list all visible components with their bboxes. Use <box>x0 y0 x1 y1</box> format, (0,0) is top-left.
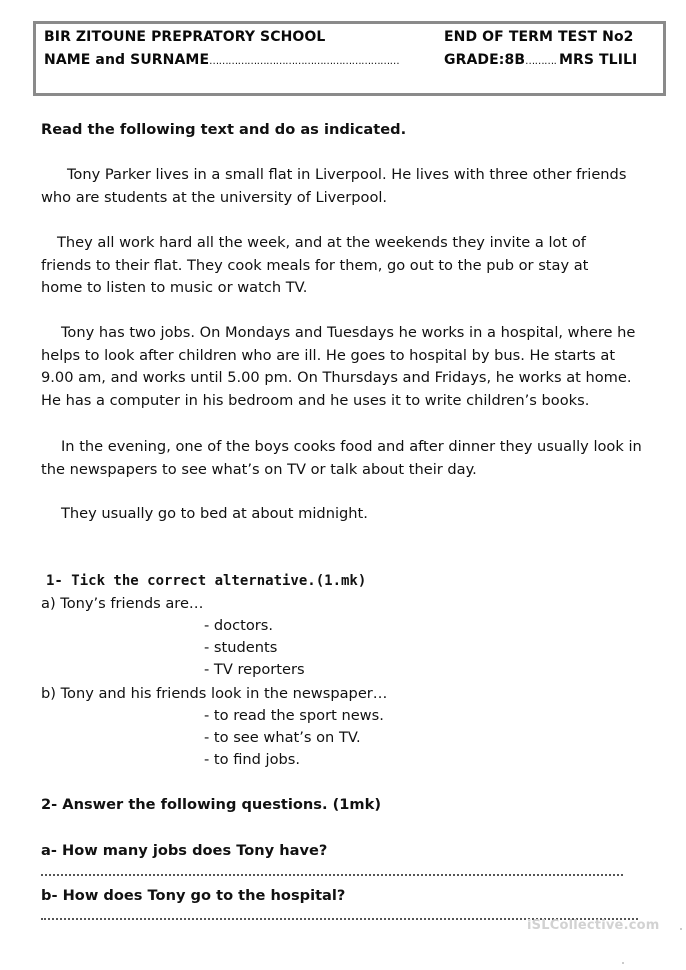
exercise1-question-b: b) Tony and his friends look in the newspaper… <box>41 685 388 702</box>
passage-p2-line2: friends to their flat. They cook meals for them, go out to the pub or stay at <box>41 257 589 274</box>
header-row-1 <box>44 29 634 45</box>
passage-p2-line3: home to listen to music or watch TV. <box>41 279 308 296</box>
exercise2-question-a: a- How many jobs does Tony have? <box>41 842 328 859</box>
passage-p3-line1: Tony has two jobs. On Mondays and Tuesdays he works in a hospital, where he <box>61 324 636 341</box>
header-box <box>33 21 666 96</box>
passage-p2-line1: They all work hard all the week, and at the weekends they invite a lot of <box>57 234 586 251</box>
name-field[interactable]: …………………………………………………… <box>209 56 400 67</box>
header-row-2 <box>44 52 638 68</box>
exercise1-a-option-2[interactable]: - students <box>204 639 278 656</box>
passage-p4-line1: In the evening, one of the boys cooks food and after dinner they usually look in <box>61 438 642 455</box>
grade-teacher <box>444 52 637 68</box>
exercise1-b-option-3[interactable]: - to find jobs. <box>204 751 301 768</box>
exercise1-a-option-1[interactable]: - doctors. <box>204 617 274 634</box>
watermark: iSLCollective.com <box>527 918 660 933</box>
test-title: END OF TERM TEST No2 <box>444 29 634 45</box>
grade-label: GRADE:8B <box>444 52 526 68</box>
exercise1-question-a: a) Tony’s friends are… <box>41 595 204 612</box>
exercise1-b-option-2[interactable]: - to see what’s on TV. <box>204 729 361 746</box>
teacher-name: MRS TLILI <box>558 52 638 68</box>
exercise2-title: 2- Answer the following questions. (1mk) <box>41 796 382 813</box>
grade-field[interactable]: ………. <box>525 56 559 67</box>
speck <box>622 962 624 964</box>
passage-p3-line4: He has a computer in his bedroom and he uses it to write children’s books. <box>41 392 590 409</box>
name-label: NAME and SURNAME <box>44 52 210 68</box>
school-name: BIR ZITOUNE PREPRATORY SCHOOL <box>44 29 326 45</box>
passage-p1-line1: Tony Parker lives in a small flat in Liverpool. He lives with three other friends <box>67 166 627 183</box>
passage-p3-line3: 9.00 am, and works until 5.00 pm. On Thursdays and Fridays, he works at home. <box>41 369 632 386</box>
passage-p3-line2: helps to look after children who are ill. He goes to hospital by bus. He starts at <box>41 347 616 364</box>
exercise1-title: 1- Tick the correct alternative.(1.mk) <box>46 573 367 589</box>
exercise1-a-option-3[interactable]: - TV reporters <box>204 661 305 678</box>
exercise1-b-option-1[interactable]: - to read the sport news. <box>204 707 384 724</box>
passage-p1-line2: who are students at the university of Liverpool. <box>41 189 388 206</box>
answer-line-a[interactable] <box>41 874 623 876</box>
instructions: Read the following text and do as indicated. <box>41 121 407 138</box>
passage-p4-line2: the newspapers to see what’s on TV or talk about their day. <box>41 461 477 478</box>
speck <box>680 928 682 930</box>
passage-p5-line1: They usually go to bed at about midnight. <box>61 505 368 522</box>
exercise2-question-b: b- How does Tony go to the hospital? <box>41 887 346 904</box>
